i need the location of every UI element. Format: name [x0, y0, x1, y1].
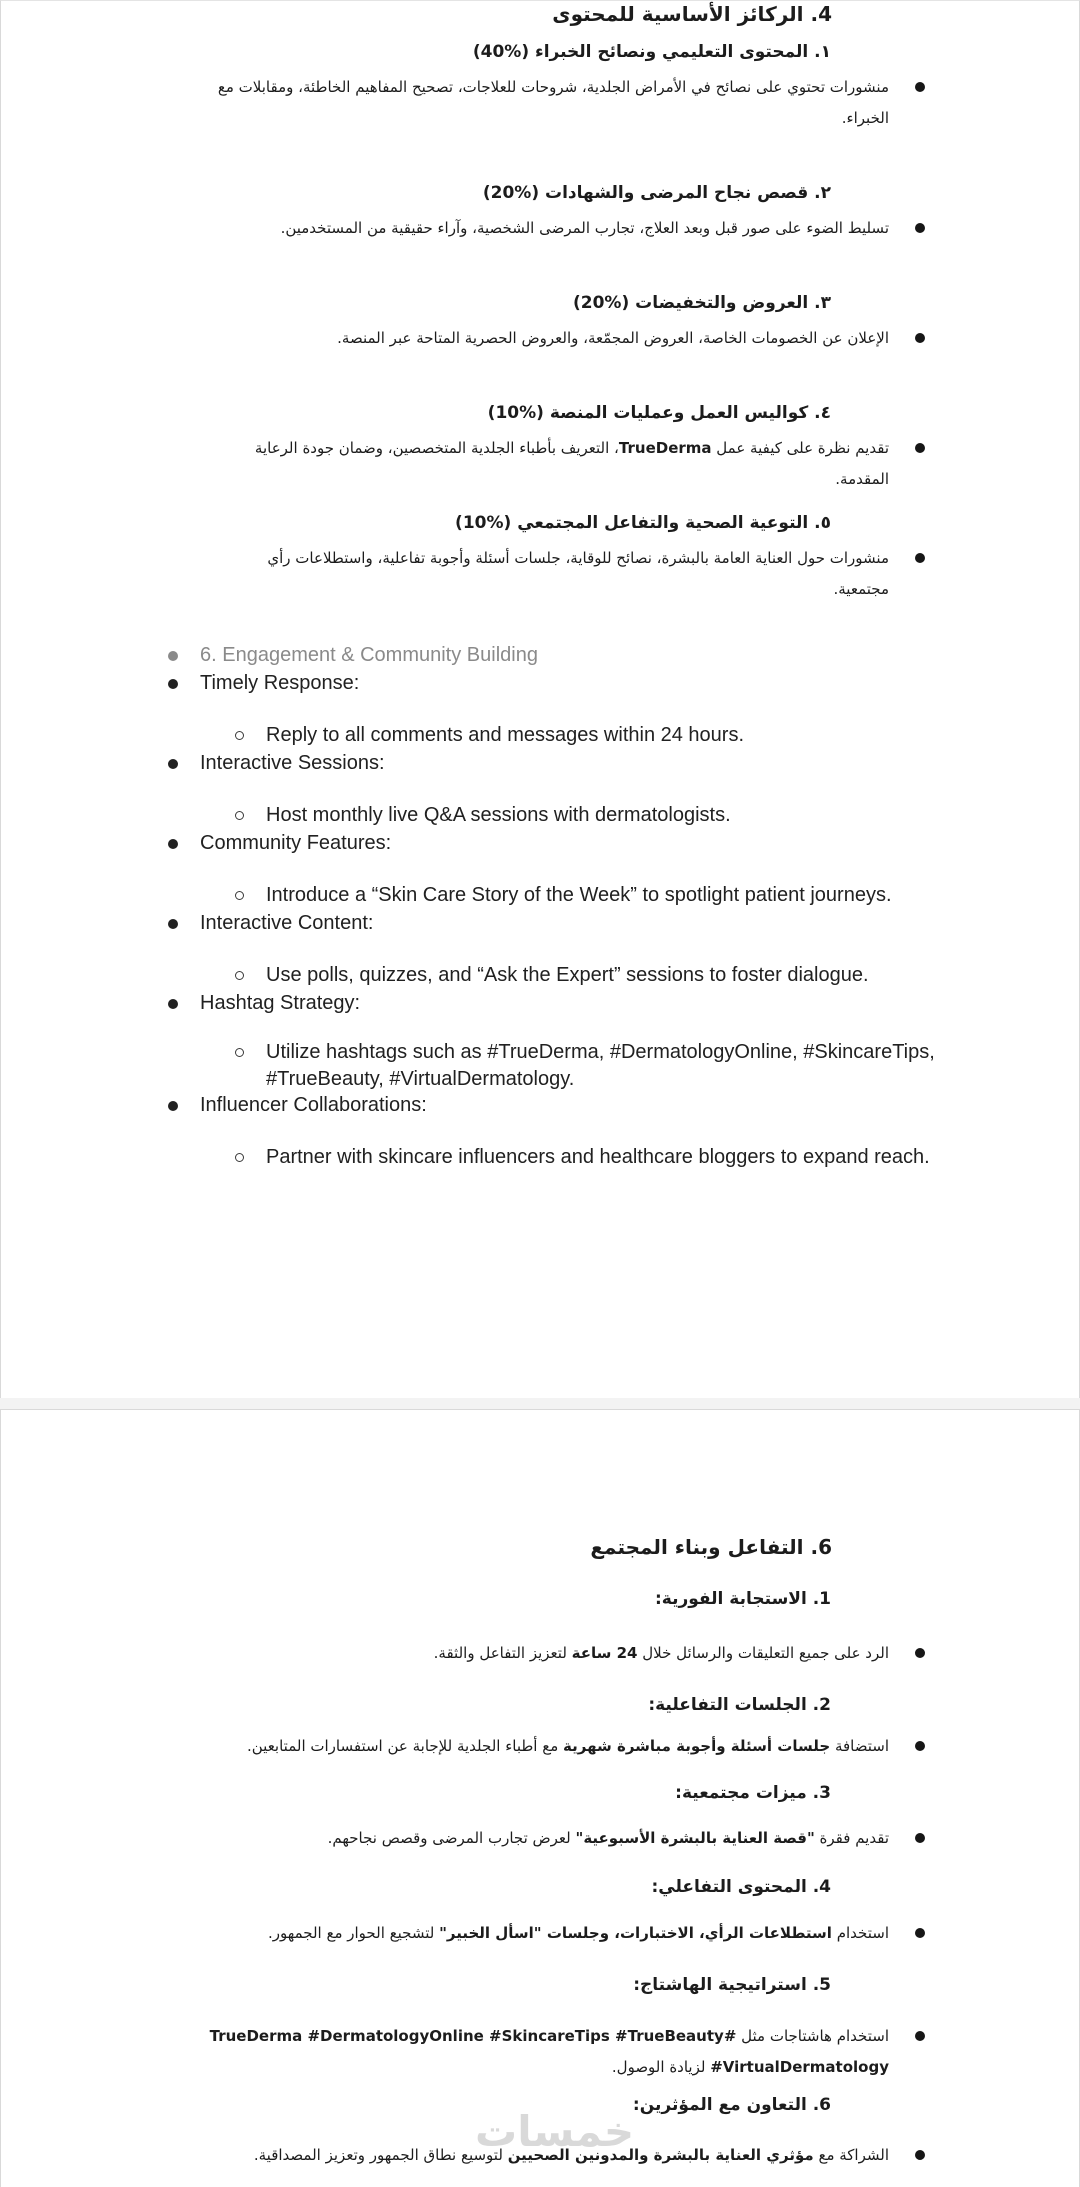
bullet-icon — [168, 1101, 178, 1111]
arabic-bullet-item — [209, 72, 889, 134]
english-sub-text: Host monthly live Q&A sessions with dermatologists. — [266, 804, 731, 826]
english-item-text: Interactive Content: — [200, 912, 374, 934]
bullet-icon — [915, 333, 925, 343]
arabic-bullet-item — [209, 1823, 889, 1854]
bullet-icon — [915, 1741, 925, 1751]
arabic-bullet-item — [209, 323, 889, 354]
circle-bullet-icon — [235, 731, 244, 740]
english-item-text: Timely Response: — [200, 672, 360, 694]
arabic-bullet-text: منشورات حول العناية العامة بالبشرة، نصائح للوقاية، جلسات أسئلة وأجوبة تفاعلية، واستطلاعات رأي مجتمعية. — [267, 549, 889, 598]
bullet-icon — [915, 1648, 925, 1658]
arabic-subheading-3: 3. ميزات مجتمعية: — [675, 1783, 831, 1803]
english-item-label — [200, 1092, 427, 1119]
arabic-bullet-item — [154, 2021, 889, 2083]
bullet-icon — [915, 443, 925, 453]
english-item-label — [200, 910, 373, 937]
english-heading-text: 6. Engagement & Community Building — [200, 644, 538, 666]
arabic-subheading-1: 1. الاستجابة الفورية: — [655, 1589, 831, 1609]
page-break — [0, 1398, 1080, 1409]
arabic-bullet-item — [209, 543, 889, 605]
english-item-label — [200, 750, 385, 777]
arabic-bullet-item — [209, 213, 889, 244]
english-sub-text: Reply to all comments and messages within 24 hours. — [266, 724, 745, 746]
bullet-icon — [168, 759, 178, 769]
watermark: خمسات — [475, 2107, 635, 2156]
circle-bullet-icon — [235, 891, 244, 900]
english-sub-item — [266, 1144, 930, 1171]
bullet-icon — [168, 839, 178, 849]
bullet-icon — [915, 82, 925, 92]
bullet-icon — [168, 999, 178, 1009]
english-section-heading — [200, 642, 538, 669]
bullet-icon — [915, 1928, 925, 1938]
english-item-text: Hashtag Strategy: — [200, 992, 361, 1014]
arabic-bullet-text: الإعلان عن الخصومات الخاصة، العروض المجمّعة، والعروض الحصرية المتاحة عبر المنصة. — [337, 329, 889, 347]
circle-bullet-icon — [235, 811, 244, 820]
circle-bullet-icon — [235, 1048, 244, 1057]
arabic-bullet-text: استضافة جلسات أسئلة وأجوبة مباشرة شهرية مع أطباء الجلدية للإجابة عن استفسارات المتابعين. — [246, 1737, 889, 1755]
bullet-icon — [915, 2031, 925, 2041]
arabic-subheading-2: ٢. قصص نجاح المرضى والشهادات (%20) — [482, 183, 831, 203]
arabic-bullet-text: الشراكة مع مؤثري العناية بالبشرة والمدونين الصحيين لتوسيع نطاق الجمهور وتعزيز المصداقية. — [253, 2146, 889, 2164]
arabic-bullet-item — [209, 1731, 889, 1762]
english-sub-text: Partner with skincare influencers and healthcare bloggers to expand reach. — [266, 1146, 930, 1168]
page-2 — [0, 1409, 1080, 2187]
circle-bullet-icon — [235, 1153, 244, 1162]
arabic-bullet-item — [209, 433, 889, 495]
english-item-label — [200, 830, 391, 857]
arabic-bullet-text: تسليط الضوء على صور قبل وبعد العلاج، تجارب المرضى الشخصية، وآراء حقيقية من المستخدمين. — [280, 219, 889, 237]
arabic-subheading-4: 4. المحتوى التفاعلي: — [651, 1877, 831, 1897]
bullet-icon — [915, 2150, 925, 2160]
english-sub-text: Use polls, quizzes, and “Ask the Expert” sessions to foster dialogue. — [266, 964, 869, 986]
english-sub-item — [266, 722, 744, 749]
arabic-subheading-3: ٣. العروض والتخفيضات (%20) — [572, 293, 831, 313]
english-item-text: Community Features: — [200, 832, 392, 854]
english-item-label — [200, 670, 359, 697]
english-item-text: Influencer Collaborations: — [200, 1094, 427, 1116]
bullet-icon — [168, 679, 178, 689]
arabic-bullet-text: استخدام استطلاعات الرأي، الاختبارات، وجلسات "اسأل الخبير" لتشجيع الحوار مع الجمهور. — [267, 1924, 889, 1942]
arabic-bullet-text: منشورات تحتوي على نصائح في الأمراض الجلدية، شروحات للعلاجات، تصحيح المفاهيم الخاطئة، ومقابلات مع الخبراء. — [217, 78, 889, 127]
arabic-bullet-item — [209, 1918, 889, 1949]
english-sub-item — [266, 962, 869, 989]
english-sub-text: Introduce a “Skin Care Story of the Week” to spotlight patient journeys. — [266, 884, 892, 906]
arabic-section-heading: 4. الركائز الأساسية للمحتوى — [552, 2, 832, 26]
arabic-subheading-5: ٥. التوعية الصحية والتفاعل المجتمعي (%10) — [455, 513, 831, 533]
english-sub-text: Utilize hashtags such as #TrueDerma, #DermatologyOnline, #SkincareTips, #TrueBeauty, #VirtualDermatology. — [266, 1041, 935, 1090]
arabic-subheading-5: 5. استراتيجية الهاشتاج: — [633, 1975, 831, 1995]
arabic-bullet-text: تقديم نظرة على كيفية عمل TrueDerma، التعريف بأطباء الجلدية المتخصصين، وضمان جودة الرعاية المقدمة. — [254, 439, 889, 488]
english-sub-item — [266, 802, 731, 829]
circle-bullet-icon — [235, 971, 244, 980]
arabic-bullet-item — [209, 1638, 889, 1669]
arabic-subheading-4: ٤. كواليس العمل وعمليات المنصة (%10) — [487, 403, 831, 423]
english-item-label — [200, 990, 360, 1017]
bullet-icon — [168, 919, 178, 929]
bullet-icon — [168, 651, 178, 661]
arabic-bullet-text: الرد على جميع التعليقات والرسائل خلال 24 ساعة لتعزيز التفاعل والثقة. — [433, 1644, 889, 1662]
english-sub-item — [266, 882, 892, 909]
english-item-text: Interactive Sessions: — [200, 752, 385, 774]
english-sub-item — [266, 1039, 956, 1093]
bullet-icon — [915, 223, 925, 233]
arabic-bullet-text: استخدام هاشتاجات مثل #TrueDerma #DermatologyOnline #SkincareTips #TrueBeauty #VirtualDermatology لزيادة الوصول. — [209, 2027, 889, 2076]
arabic-bullet-item — [209, 2140, 889, 2171]
arabic-subheading-6: 6. التعاون مع المؤثرين: — [632, 2095, 831, 2115]
arabic-section-heading: 6. التفاعل وبناء المجتمع — [590, 1535, 832, 1559]
arabic-subheading-2: 2. الجلسات التفاعلية: — [648, 1695, 831, 1715]
bullet-icon — [915, 1833, 925, 1843]
bullet-icon — [915, 553, 925, 563]
arabic-bullet-text: تقديم فقرة "قصة العناية بالبشرة الأسبوعية" لعرض تجارب المرضى وقصص نجاحهم. — [327, 1829, 889, 1847]
arabic-subheading-1: ١. المحتوى التعليمي ونصائح الخبراء (%40) — [472, 42, 831, 62]
